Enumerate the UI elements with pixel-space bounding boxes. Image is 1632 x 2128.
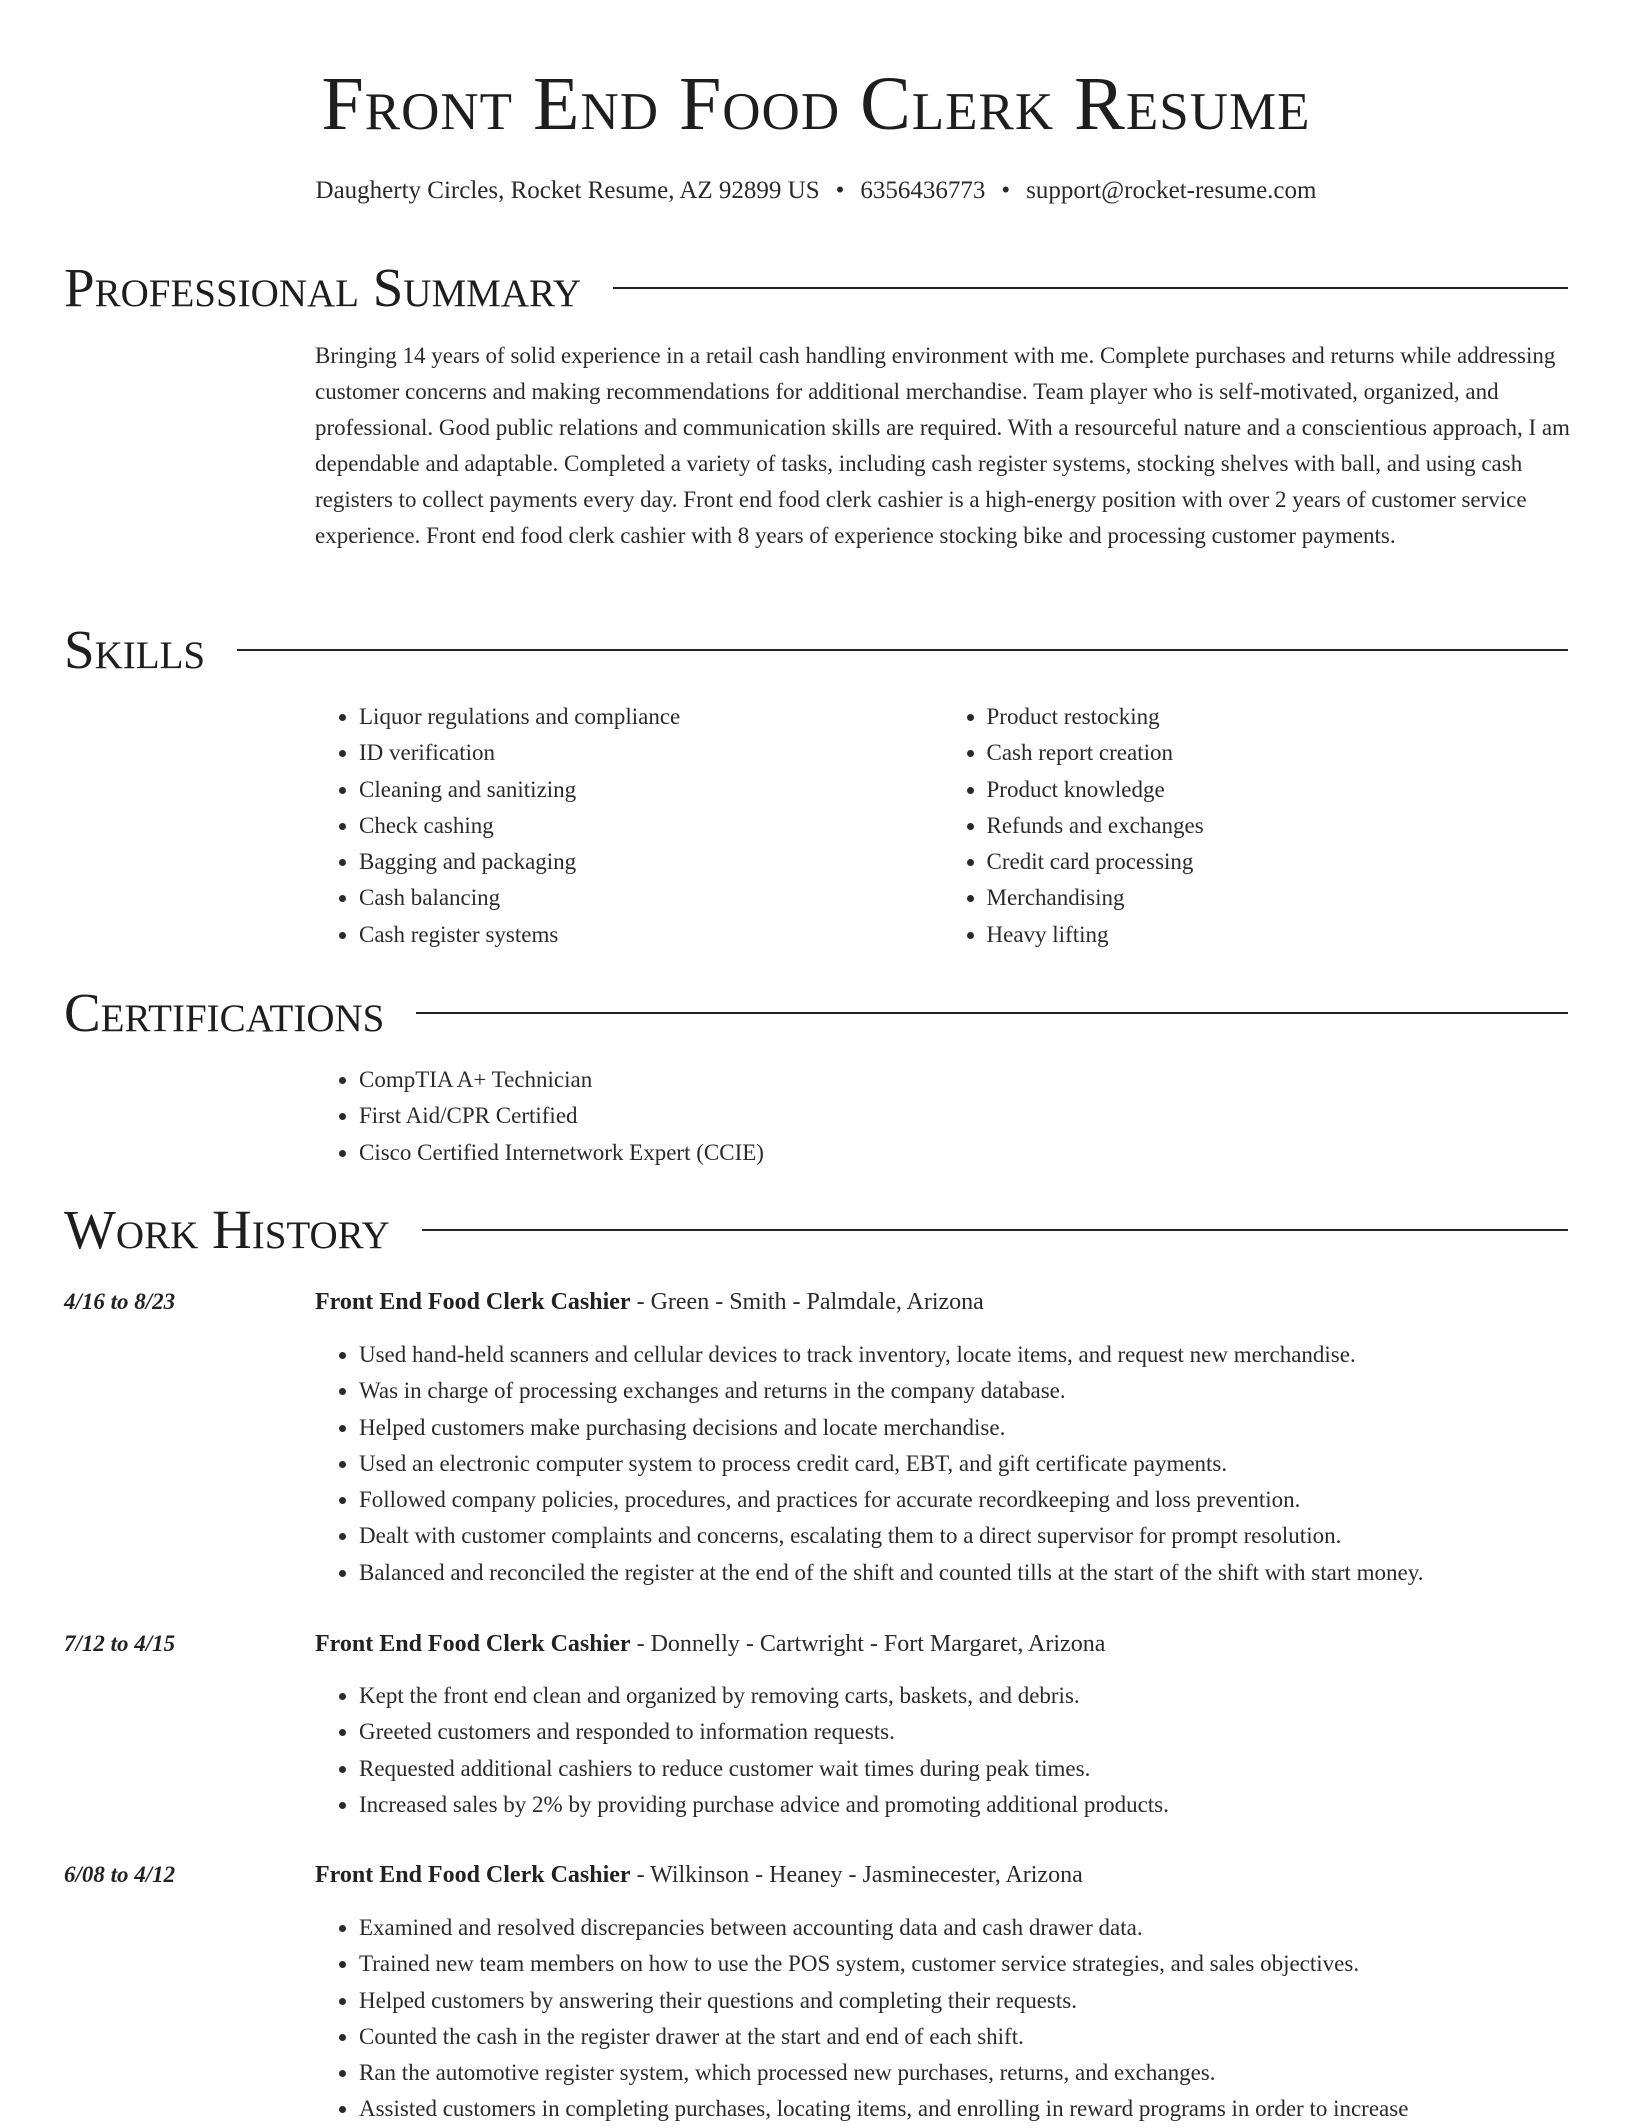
- work-history-section-header: [64, 1195, 1568, 1265]
- job-title: Front End Food Clerk Cashier: [315, 1631, 631, 1657]
- duty-item: • Trained new team members on how to use the POS system, customer service strategies, and sales objectives.: [359, 1946, 1570, 1982]
- skill-item: • Cash balancing: [359, 880, 943, 916]
- certifications-list: [315, 1062, 1570, 1171]
- skill-item: • Liquor regulations and compliance: [359, 699, 943, 735]
- section-divider: [422, 1229, 1568, 1231]
- job-duties: [315, 1337, 1570, 1591]
- job-heading: [315, 1857, 1083, 1893]
- section-divider: [237, 649, 1568, 651]
- skill-item: • Merchandising: [987, 880, 1571, 916]
- skill-item: • Check cashing: [359, 808, 943, 844]
- contact-separator: •: [835, 177, 845, 204]
- duty-item: • Helped customers make purchasing decisions and locate merchandise.: [359, 1410, 1570, 1446]
- skills-heading: Skills: [64, 619, 206, 680]
- skill-item: • Cash register systems: [359, 917, 943, 953]
- contact-address: Daugherty Circles, Rocket Resume, AZ 92899 US: [315, 177, 820, 204]
- skills-list-right: [943, 699, 1571, 953]
- duty-item: • Assisted customers in completing purchases, locating items, and enrolling in reward programs in order to increase: [359, 2091, 1570, 2127]
- duty-item: • Was in charge of processing exchanges and returns in the company database.: [359, 1373, 1570, 1409]
- skills-body: [315, 699, 1570, 953]
- duty-item: • Balanced and reconciled the register at the end of the shift and counted tills at the start of the shift with start money.: [359, 1555, 1570, 1591]
- job-employer: - Green - Smith - Palmdale, Arizona: [630, 1289, 984, 1315]
- duty-item: • Used an electronic computer system to process credit card, EBT, and gift certificate payments.: [359, 1446, 1570, 1482]
- skill-item: • Heavy lifting: [987, 917, 1571, 953]
- duty-item: • Dealt with customer complaints and concerns, escalating them to a direct supervisor for prompt resolution.: [359, 1518, 1570, 1554]
- job-title: Front End Food Clerk Cashier: [315, 1289, 631, 1315]
- job-dates: 4/16 to 8/23: [64, 1289, 176, 1314]
- skill-item: • ID verification: [359, 735, 943, 771]
- skill-item: • Cleaning and sanitizing: [359, 772, 943, 808]
- skills-columns: [315, 699, 1570, 953]
- summary-text: Bringing 14 years of solid experience in a retail cash handling environment with me. Complete purchases and returns while addressing customer concerns and making recommendations for additional merchandise. Team player who is self-motivated, organized, and professional. Good public relations and communication skills are required. With a resourceful nature and a conscientious approach, I am dependable and adaptable. Completed a variety of tasks, including cash register systems, stocking shelves with ball, and using cash registers to collect payments every day. Front end food clerk cashier is a high-energy position with over 2 years of customer service experience. Front end food clerk cashier with 8 years of experience stocking bike and processing customer payments.: [315, 343, 1570, 548]
- duty-item: • Helped customers by answering their questions and completing their requests.: [359, 1983, 1570, 2019]
- job-heading: [315, 1626, 1105, 1662]
- duty-item: • Counted the cash in the register drawer at the start and end of each shift.: [359, 2019, 1570, 2055]
- skill-item: • Credit card processing: [987, 844, 1571, 880]
- job-dates: 6/08 to 4/12: [64, 1862, 176, 1887]
- certification-item: • First Aid/CPR Certified: [359, 1098, 1570, 1134]
- summary-body: [315, 338, 1570, 554]
- skill-item: • Refunds and exchanges: [987, 808, 1571, 844]
- duty-item: • Examined and resolved discrepancies between accounting data and cash drawer data.: [359, 1910, 1570, 1946]
- duty-item: • Increased sales by 2% by providing purchase advice and promoting additional products.: [359, 1787, 1570, 1823]
- duty-item: • Ran the automotive register system, which processed new purchases, returns, and exchanges.: [359, 2055, 1570, 2091]
- job-dates: 7/12 to 4/15: [64, 1631, 176, 1656]
- job-title: Front End Food Clerk Cashier: [315, 1862, 631, 1888]
- job-employer: - Wilkinson - Heaney - Jasminecester, Arizona: [630, 1862, 1083, 1888]
- certification-item: • Cisco Certified Internetwork Expert (CCIE): [359, 1135, 1570, 1171]
- job-duties: [315, 1910, 1570, 2128]
- skill-item: • Bagging and packaging: [359, 844, 943, 880]
- work-history-heading: Work History: [64, 1199, 390, 1260]
- contact-email: support@rocket-resume.com: [1026, 177, 1317, 204]
- duty-item: • Followed company policies, procedures, and practices for accurate recordkeeping and loss prevention.: [359, 1482, 1570, 1518]
- certifications-body: [315, 1062, 1570, 1171]
- contact-phone: 6356436773: [860, 177, 986, 204]
- duty-item: • Greeted customers and responded to information requests.: [359, 1714, 1570, 1750]
- resume-title: Front End Food Clerk Resume: [321, 62, 1311, 146]
- contact-separator: •: [1001, 177, 1011, 204]
- job-employer: - Donnelly - Cartwright - Fort Margaret, Arizona: [630, 1631, 1106, 1657]
- job-duties-list: [315, 1678, 1570, 1823]
- contact-line: [0, 173, 1632, 209]
- duty-item: • Kept the front end clean and organized by removing carts, baskets, and debris.: [359, 1678, 1570, 1714]
- certifications-section-header: [64, 978, 1568, 1048]
- duty-item: • Used hand-held scanners and cellular devices to track inventory, locate items, and request new merchandise.: [359, 1337, 1570, 1373]
- summary-section-header: [64, 253, 1568, 323]
- section-divider: [416, 1012, 1568, 1014]
- job-heading: [315, 1284, 984, 1320]
- summary-heading: Professional Summary: [64, 257, 582, 318]
- skill-item: • Product knowledge: [987, 772, 1571, 808]
- skills-section-header: [64, 615, 1568, 685]
- certification-item: • CompTIA A+ Technician: [359, 1062, 1570, 1098]
- skill-item: • Cash report creation: [987, 735, 1571, 771]
- certifications-heading: Certifications: [64, 982, 385, 1043]
- duty-item: • Requested additional cashiers to reduce customer wait times during peak times.: [359, 1751, 1570, 1787]
- section-divider: [613, 287, 1568, 289]
- job-duties-list: [315, 1910, 1570, 2128]
- job-duties: [315, 1678, 1570, 1823]
- skill-item: • Product restocking: [987, 699, 1571, 735]
- job-duties-list: [315, 1337, 1570, 1591]
- skills-list-left: [315, 699, 943, 953]
